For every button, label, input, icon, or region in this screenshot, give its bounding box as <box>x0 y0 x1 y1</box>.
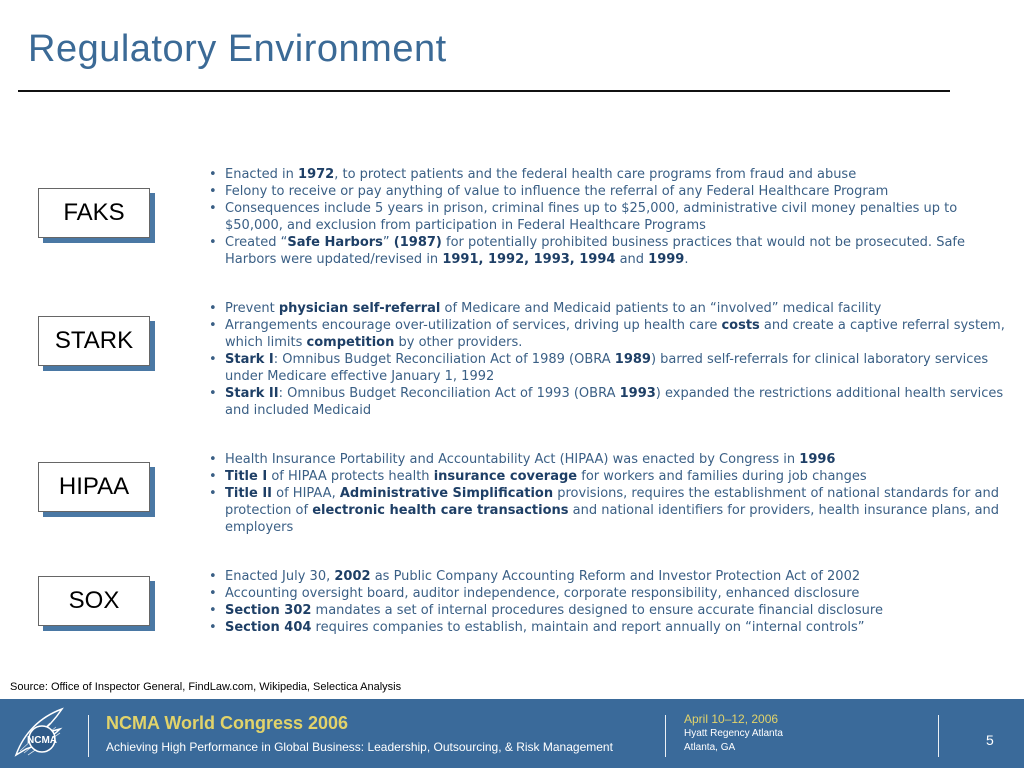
bullet-text: provisions, requires the establishment of national standards for and protection of <box>225 486 999 518</box>
conference-city: Atlanta, GA <box>684 742 736 753</box>
bullet-text: Accounting oversight board, auditor independence, corporate responsibility, enhanced disclosure <box>225 586 860 601</box>
bullet-emphasis: 1999 <box>648 252 685 267</box>
bullet-text: Health Insurance Portability and Accountability Act (HIPAA) was enacted by Congress in <box>225 452 800 467</box>
conference-dates: April 10–12, 2006 <box>684 712 779 726</box>
bullet-emphasis: costs <box>721 318 760 333</box>
section-label-faks: FAKS <box>38 188 150 238</box>
bullet-text: for workers and families during job changes <box>577 469 867 484</box>
footer-divider <box>938 715 939 757</box>
bullet-emphasis: physician self-referral <box>278 301 441 316</box>
bullet-emphasis: Title I <box>225 469 268 484</box>
bullet-emphasis: 1991, 1992, 1993, 1994 <box>442 252 616 267</box>
bullet-text: Consequences include 5 years in prison, criminal fines up to $25,000, administrative civil money penalties up to $50,000, and exclusion from participation in Federal Healthcare Programs <box>225 201 958 233</box>
bullet-item <box>207 451 1007 468</box>
bullet-text: of Medicare and Medicaid patients to an “involved” medical facility <box>440 301 882 316</box>
bullet-text: as Public Company Accounting Reform and Investor Protection Act of 2002 <box>370 569 861 584</box>
bullet-emphasis: 2002 <box>334 569 371 584</box>
bullet-emphasis: electronic health care transactions <box>312 503 569 518</box>
bullet-text: Enacted July 30, <box>225 569 335 584</box>
bullet-item <box>207 485 1007 536</box>
logo-text: NCMA <box>27 735 57 746</box>
bullet-text: Enacted in <box>225 167 299 182</box>
bullet-text: : Omnibus Budget Reconciliation Act of 1989 (OBRA <box>273 352 615 367</box>
bullet-emphasis: Stark II <box>225 386 279 401</box>
bullet-text: for potentially prohibited business practices that would not be prosecuted. Safe Harbors were updated/revised in <box>225 235 965 267</box>
bullet-item <box>207 385 1007 419</box>
bullet-emphasis: 1993 <box>619 386 656 401</box>
bullet-item <box>207 300 1007 317</box>
bullet-emphasis: Safe Harbors <box>287 235 383 250</box>
bullet-text: Felony to receive or pay anything of value to influence the referral of any Federal Healthcare Program <box>225 184 889 199</box>
bullet-text: and <box>615 252 649 267</box>
bullet-emphasis: 1996 <box>799 452 836 467</box>
bullet-item <box>207 183 1007 200</box>
bullet-emphasis: Section 404 <box>225 620 312 635</box>
conference-tagline: Achieving High Performance in Global Business: Leadership, Outsourcing, & Risk Management <box>106 740 613 754</box>
bullet-text: requires companies to establish, maintain and report annually on “internal controls” <box>311 620 865 635</box>
bullet-list-stark <box>207 300 1007 419</box>
conference-venue: Hyatt Regency Atlanta <box>684 728 783 739</box>
bullet-text: ) barred self-referrals for clinical laboratory services under Medicare effective January 1, 1992 <box>225 352 989 384</box>
section-label-stark: STARK <box>38 316 150 366</box>
bullet-list-faks <box>207 166 1007 268</box>
bullet-text: of HIPAA protects health <box>267 469 434 484</box>
section-label-hipaa: HIPAA <box>38 462 150 512</box>
bullet-text: Prevent <box>225 301 279 316</box>
footer-divider <box>665 715 666 757</box>
bullet-emphasis: competition <box>306 335 395 350</box>
bullet-emphasis: insurance coverage <box>433 469 578 484</box>
bullet-text: : Omnibus Budget Reconciliation Act of 1993 (OBRA <box>278 386 620 401</box>
bullet-emphasis: Administrative Simplification <box>339 486 554 501</box>
bullet-emphasis: Stark I <box>225 352 274 367</box>
bullet-item <box>207 166 1007 183</box>
bullet-emphasis: Title II <box>225 486 273 501</box>
conference-name: NCMA World Congress 2006 <box>106 713 349 733</box>
page-number: 5 <box>986 732 994 748</box>
bullet-list-sox <box>207 568 1007 636</box>
bullet-text: ” <box>382 235 394 250</box>
slide-title: Regulatory Environment <box>28 28 447 70</box>
bullet-text: , to protect patients and the federal health care programs from fraud and abuse <box>334 167 857 182</box>
bullet-text: mandates a set of internal procedures designed to ensure accurate financial disclosure <box>311 603 883 618</box>
bullet-item <box>207 568 1007 585</box>
bullet-item <box>207 234 1007 268</box>
bullet-text: by other providers. <box>394 335 523 350</box>
section-label-sox: SOX <box>38 576 150 626</box>
bullet-item <box>207 602 1007 619</box>
bullet-text: Created “ <box>225 235 288 250</box>
bullet-text: Arrangements encourage over-utilization of services, driving up health care <box>225 318 722 333</box>
ncma-logo-icon <box>10 703 74 765</box>
bullet-emphasis: 1972 <box>298 167 335 182</box>
bullet-item <box>207 351 1007 385</box>
bullet-item <box>207 200 1007 234</box>
source-note: Source: Office of Inspector General, FindLaw.com, Wikipedia, Selectica Analysis <box>10 681 402 693</box>
bullet-text: . <box>684 252 689 267</box>
bullet-text: of HIPAA, <box>272 486 340 501</box>
bullet-emphasis: (1987) <box>393 235 442 250</box>
bullet-text: and national identifiers for providers, health insurance plans, and employers <box>225 503 1000 535</box>
bullet-text: ) expanded the restrictions additional health services and included Medicaid <box>225 386 1004 418</box>
bullet-item <box>207 585 1007 602</box>
bullet-text: and create a captive referral system, which limits <box>225 318 1005 350</box>
bullet-item <box>207 468 1007 485</box>
title-underline <box>18 90 950 92</box>
bullet-emphasis: Section 302 <box>225 603 312 618</box>
footer-bar <box>0 699 1024 768</box>
bullet-item <box>207 619 1007 636</box>
footer-divider <box>88 715 89 757</box>
bullet-item <box>207 317 1007 351</box>
bullet-emphasis: 1989 <box>614 352 651 367</box>
bullet-list-hipaa <box>207 451 1007 536</box>
